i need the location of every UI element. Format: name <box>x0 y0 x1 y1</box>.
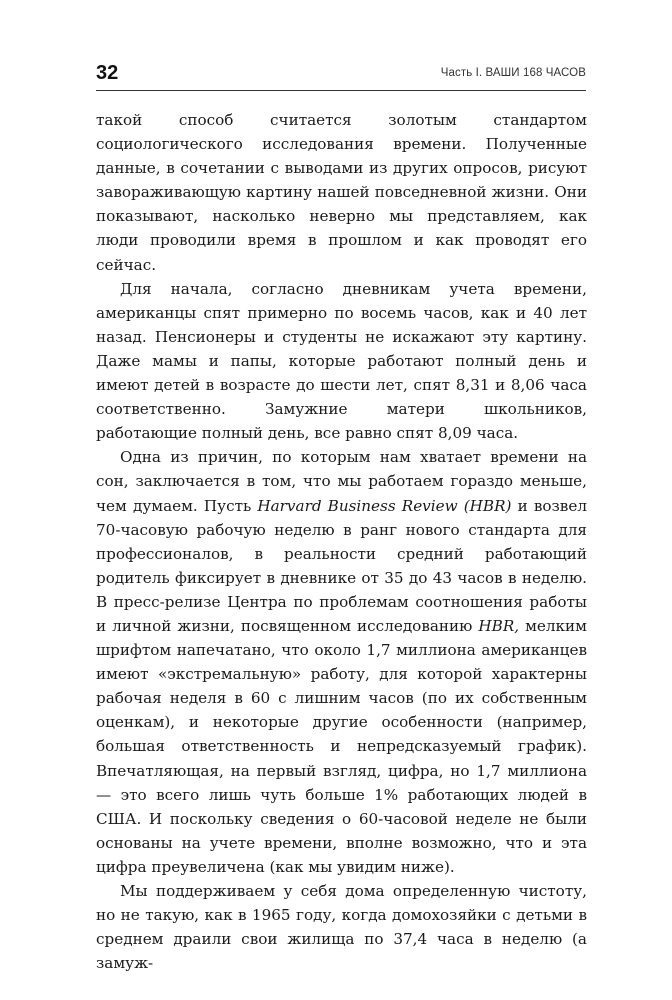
hbr-abbreviation: HBR, <box>478 616 520 635</box>
paragraph-3-text-b: и возвел 70-часовую рабочую неделю в ранг нового стандарта для профессионалов, в реальности средний работающий родитель фиксирует в дневнике от 35 до 43 часов в неделю. В пресс-релизе Центра по проблемам соотношения работы и личной жизни, посвященном исследованию <box>96 496 587 635</box>
paragraph-2: Для начала, согласно дневникам учета времени, американцы спят примерно по восемь часов, как и 40 лет назад. Пенсионеры и студенты не искажают эту картину. Даже мамы и папы, которые работают полный день и имеют детей в возрасте до шести лет, спят 8,31 и 8,06 часа соответственно. Замужние матери школьников, работающие полный день, все равно спят 8,09 часа. <box>96 279 587 443</box>
body-text <box>96 108 587 975</box>
running-header <box>96 60 586 91</box>
paragraph-3 <box>96 445 587 879</box>
page-number: 32 <box>96 62 119 84</box>
paragraph-3-text-a: Одна из причин, по которым нам хватает времени на сон, заключается в том, что мы работаем гораздо меньше, чем думаем. Пусть <box>96 448 587 515</box>
paragraph-4: Мы поддерживаем у себя дома определенную чистоту, но не такую, как в 1965 году, когда домохозяйки с детьми в среднем драили свои жилища по 37,4 часа в неделю (а замуж- <box>96 882 587 973</box>
paragraph-1: такой способ считается золотым стандартом социологического исследования времени. Полученные данные, в сочетании с выводами из других опросов, рисуют завораживающую картину нашей повседневной жизни. Они показывают, насколько неверно мы представляем, как люди проводили время в прошлом и как проводят его сейчас. <box>96 111 587 274</box>
paragraph-3-text-c: мелким шрифтом напечатано, что около 1,7 миллиона американцев имеют «экстремальную» работу, для которой характерны рабочая неделя в 60 с лишним часов (по их собственным оценкам), и некоторые другие особенности (например, большая ответственность и непредсказуемый график). Впечатляющая, на первый взгляд, цифра, но 1,7 миллиона — это всего лишь чуть больше 1% работающих людей в США. И поскольку сведения о 60-часовой неделе не были основаны на учете времени, вполне возможно, что и эта цифра преувеличена (как мы увидим ниже). <box>96 616 587 876</box>
hbr-journal-title: Harvard Business Review (HBR) <box>257 496 512 515</box>
section-title: Часть I. ВАШИ 168 ЧАСОВ <box>440 67 586 79</box>
